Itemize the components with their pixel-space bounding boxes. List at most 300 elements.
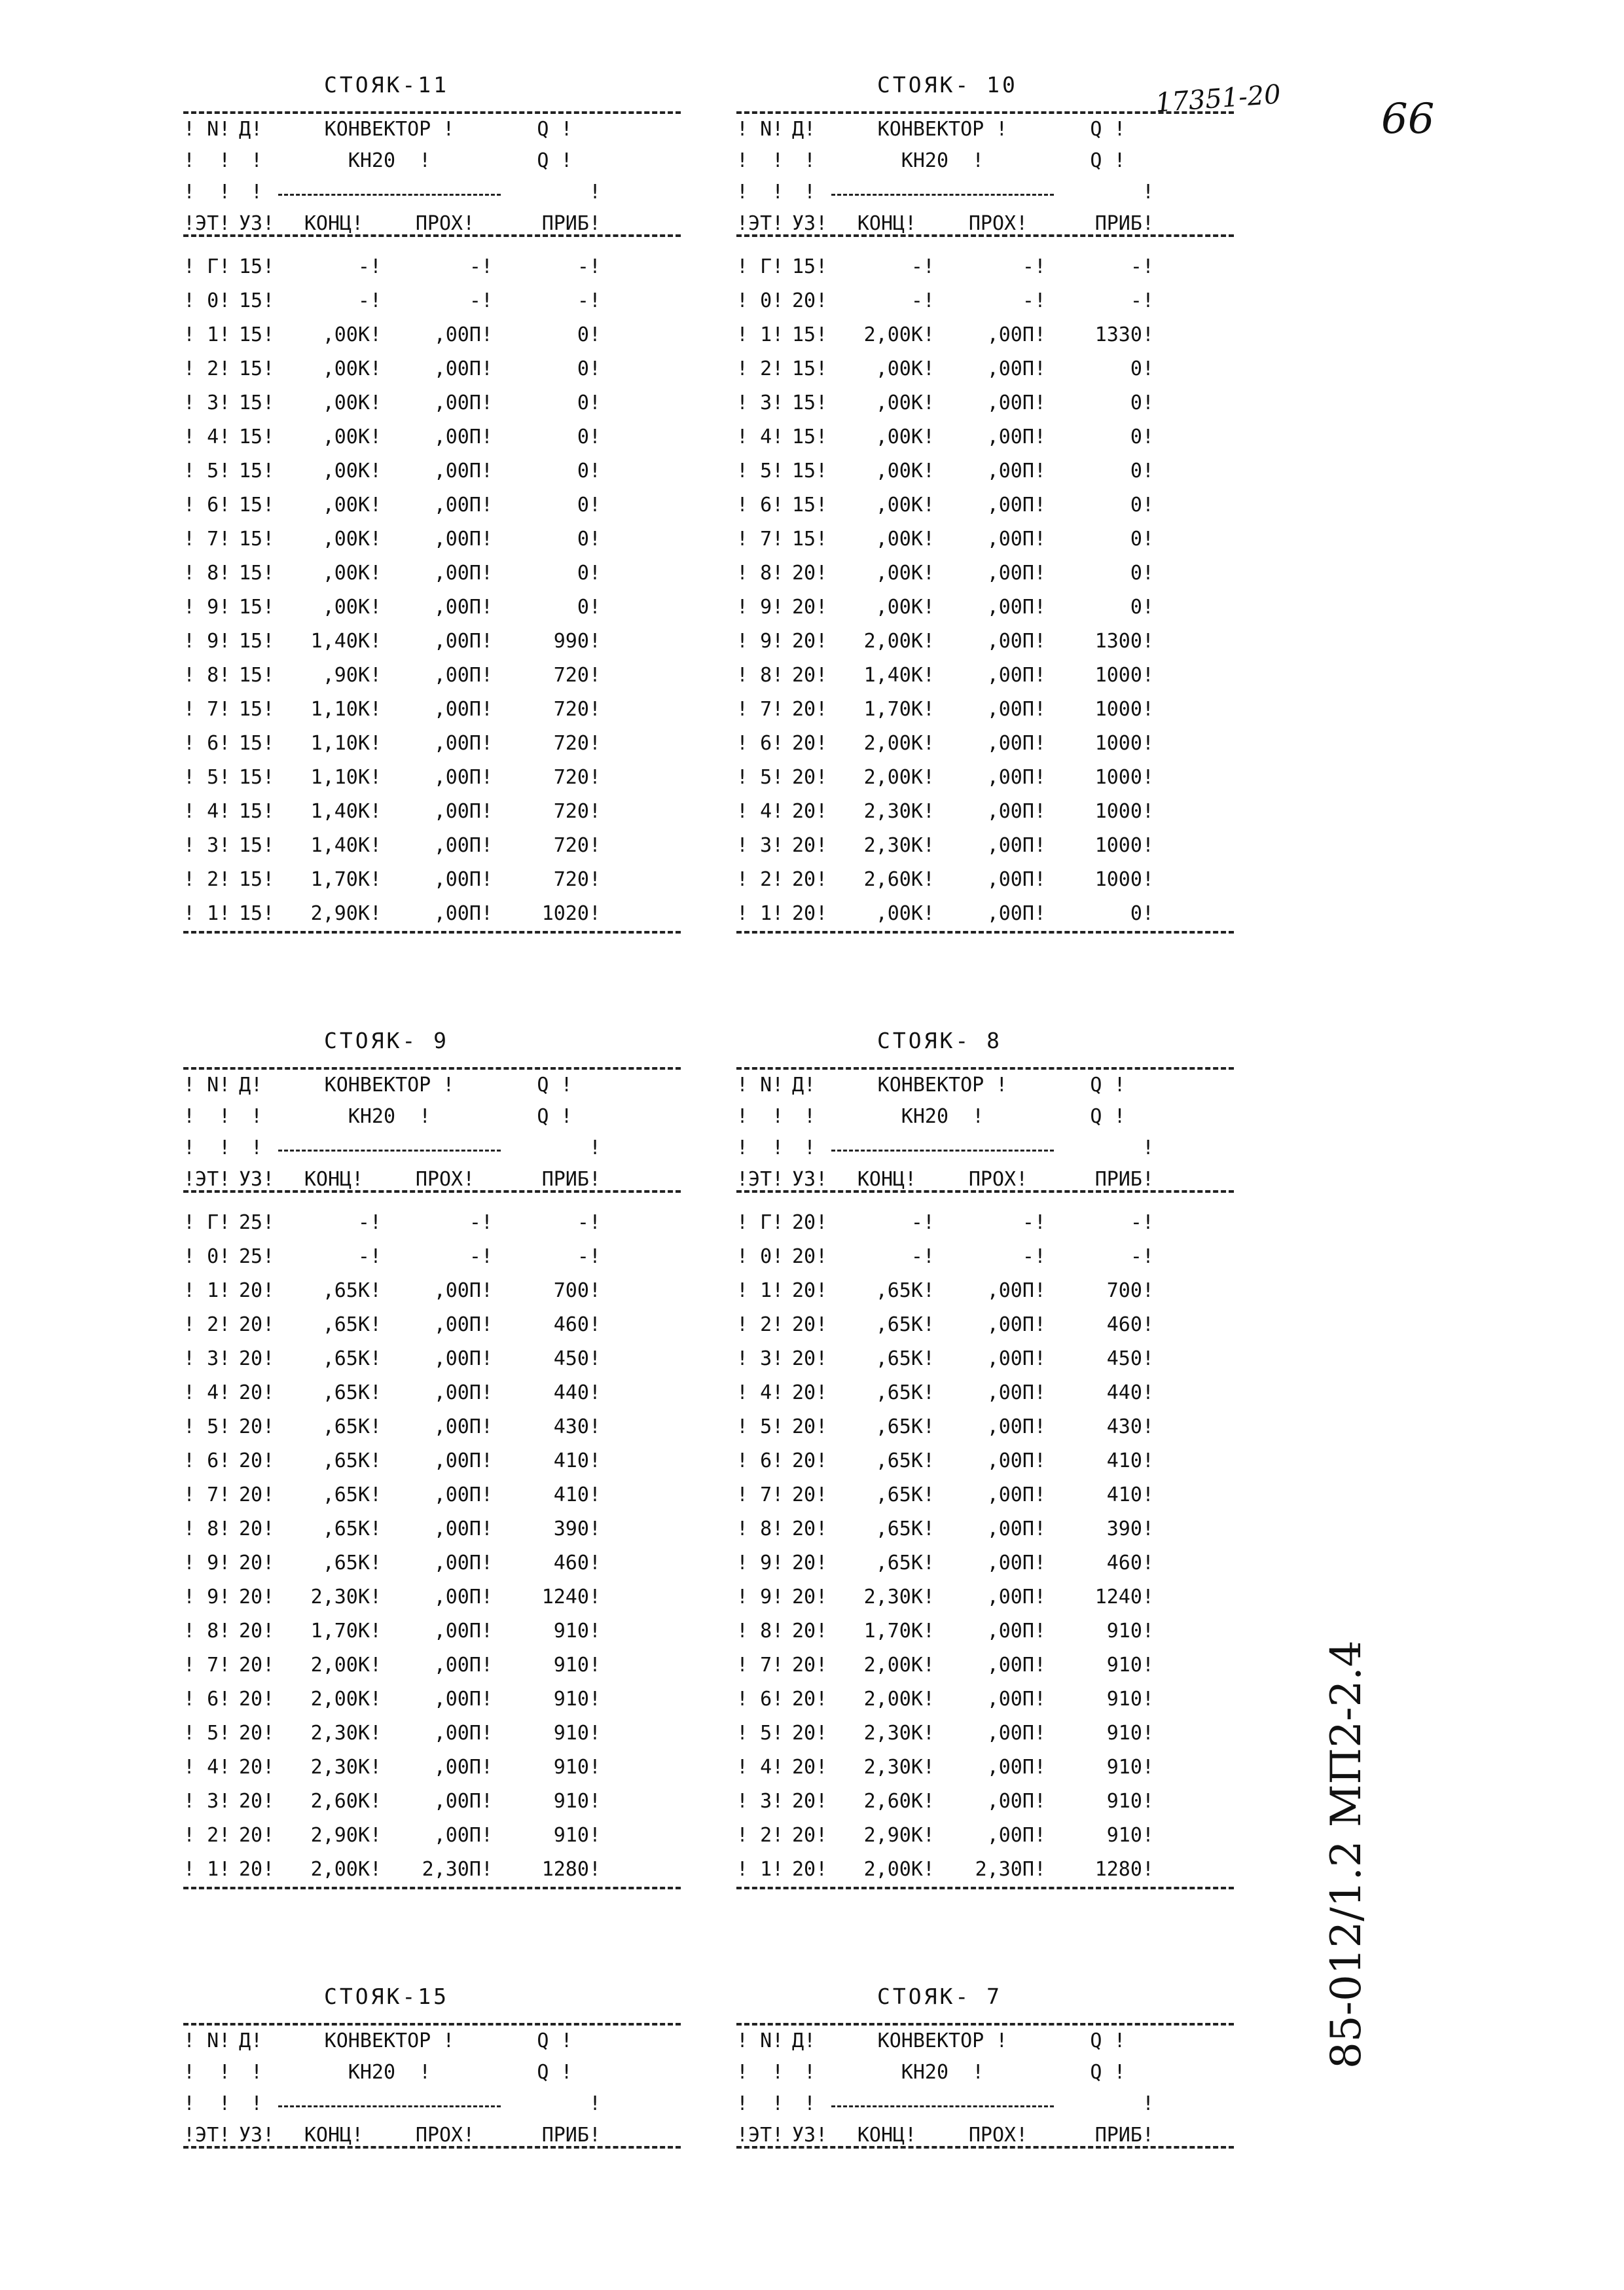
table-header — [736, 2023, 1234, 2149]
header-cell: ! N! — [736, 1074, 784, 1097]
header-cell: ! — [792, 2092, 816, 2115]
header-cell: Д! — [239, 1074, 263, 1097]
floor-cell: ! 6! — [183, 732, 231, 755]
convector-end-cell: ,00К! — [875, 426, 935, 448]
diameter-cell: 15! — [239, 391, 275, 414]
convector-end-cell: 2,00К! — [863, 630, 935, 653]
convector-end-cell: 2,30К! — [863, 800, 935, 823]
table-row — [183, 522, 681, 556]
diameter-cell: 20! — [792, 664, 828, 687]
table-row — [736, 1819, 1234, 1853]
diameter-cell: 15! — [239, 834, 275, 857]
header-cell: Q ! — [537, 2061, 573, 2084]
convector-pass-cell: ,00П! — [986, 323, 1046, 346]
diameter-cell: 20! — [239, 1756, 275, 1779]
table-row — [183, 1751, 681, 1785]
heat-load-cell: 1280! — [541, 1858, 601, 1881]
diameter-cell: 20! — [792, 1279, 828, 1302]
convector-end-cell: ,00К! — [322, 460, 382, 482]
floor-cell: ! 0! — [736, 289, 784, 312]
convector-pass-cell: ,00П! — [986, 1552, 1046, 1574]
diameter-cell: 20! — [239, 1790, 275, 1813]
diameter-cell: 15! — [239, 630, 275, 653]
convector-pass-cell: ,00П! — [433, 528, 493, 551]
table-row — [736, 1240, 1234, 1274]
convector-end-cell: ,65К! — [875, 1279, 935, 1302]
table-row — [183, 1342, 681, 1376]
heat-load-cell: 1000! — [1094, 698, 1154, 721]
heat-load-cell: -! — [1130, 1211, 1154, 1234]
header-cell: !ЭТ! — [736, 1168, 784, 1191]
convector-pass-cell: ,00П! — [986, 460, 1046, 482]
header-cell: Д! — [792, 1074, 816, 1097]
diameter-cell: 15! — [239, 868, 275, 891]
convector-pass-cell: ,00П! — [986, 1381, 1046, 1404]
floor-cell: ! 1! — [183, 323, 231, 346]
floor-cell: ! 3! — [183, 1790, 231, 1813]
convector-pass-cell: -! — [1022, 1211, 1046, 1234]
floor-cell: ! 7! — [736, 1654, 784, 1677]
table-row — [183, 386, 681, 420]
header-cell: ПРОХ! — [415, 212, 475, 235]
floor-cell: ! 7! — [183, 528, 231, 551]
diameter-cell: 15! — [239, 357, 275, 380]
diameter-cell: 15! — [239, 902, 275, 925]
table-header — [183, 111, 681, 237]
diameter-cell: 20! — [239, 1654, 275, 1677]
heat-load-cell: 0! — [577, 596, 601, 619]
table-row — [183, 659, 681, 693]
header-cell: Д! — [239, 2029, 263, 2052]
heat-load-cell: 0! — [577, 357, 601, 380]
convector-end-cell: ,00К! — [322, 562, 382, 585]
convector-pass-cell: ,00П! — [433, 1824, 493, 1847]
header-cell: Q ! — [1090, 2029, 1126, 2052]
floor-cell: ! 9! — [183, 630, 231, 653]
diameter-cell: 20! — [792, 1688, 828, 1711]
table-row — [183, 625, 681, 659]
floor-cell: ! 3! — [736, 391, 784, 414]
floor-cell: ! 7! — [183, 698, 231, 721]
diameter-cell: 15! — [792, 460, 828, 482]
convector-pass-cell: ,00П! — [433, 562, 493, 585]
header-cell: ПРИБ! — [541, 1168, 601, 1191]
convector-end-cell: ,65К! — [322, 1313, 382, 1336]
convector-end-cell: ,65К! — [875, 1415, 935, 1438]
convector-pass-cell: ,00П! — [433, 766, 493, 789]
header-cell: УЗ! — [239, 1168, 275, 1191]
header-cell: ! N! — [183, 1074, 231, 1097]
convector-pass-cell: ,00П! — [986, 1824, 1046, 1847]
convector-pass-cell: ,00П! — [433, 494, 493, 517]
convector-end-cell: 1,10К! — [310, 732, 382, 755]
table-row — [736, 284, 1234, 318]
floor-cell: ! 2! — [736, 868, 784, 891]
table-body — [183, 250, 681, 934]
table-row — [183, 1648, 681, 1682]
table-row — [183, 829, 681, 863]
heat-load-cell: 440! — [553, 1381, 601, 1404]
diameter-cell: 20! — [792, 1586, 828, 1608]
convector-pass-cell: ,00П! — [433, 357, 493, 380]
diameter-cell: 20! — [792, 1790, 828, 1813]
convector-end-cell: ,00К! — [322, 323, 382, 346]
doc-number-stamp: 17351-20 — [1154, 79, 1282, 118]
heat-load-cell: 0! — [1130, 391, 1154, 414]
diameter-cell: 20! — [239, 1824, 275, 1847]
heat-load-cell: 0! — [1130, 528, 1154, 551]
diameter-cell: 20! — [792, 630, 828, 653]
convector-end-cell: 2,00К! — [863, 1688, 935, 1711]
heat-load-cell: 700! — [1106, 1279, 1154, 1302]
heat-load-cell: 390! — [1106, 1518, 1154, 1540]
floor-cell: ! 1! — [183, 1279, 231, 1302]
header-cell: Q ! — [1090, 1074, 1126, 1097]
header-cell: ! N! — [736, 2029, 784, 2052]
heat-load-cell: 910! — [1106, 1654, 1154, 1677]
header-cell: УЗ! — [792, 2124, 828, 2147]
convector-end-cell: ,00К! — [875, 391, 935, 414]
floor-cell: ! 6! — [183, 1688, 231, 1711]
diameter-cell: 20! — [792, 1415, 828, 1438]
convector-end-cell: ,65К! — [322, 1518, 382, 1540]
heat-load-cell: -! — [577, 1211, 601, 1234]
convector-end-cell: ,00К! — [875, 596, 935, 619]
heat-load-cell: 910! — [553, 1654, 601, 1677]
header-cell: Q ! — [1090, 2061, 1126, 2084]
convector-end-cell: 1,70К! — [863, 1620, 935, 1643]
header-divider — [831, 194, 1054, 196]
floor-cell: ! 8! — [183, 1620, 231, 1643]
heat-load-cell: 410! — [1106, 1449, 1154, 1472]
floor-cell: ! 2! — [736, 1824, 784, 1847]
floor-cell: ! 8! — [183, 1518, 231, 1540]
heat-load-cell: 910! — [553, 1824, 601, 1847]
convector-pass-cell: ,00П! — [433, 902, 493, 925]
header-cell: УЗ! — [792, 212, 828, 235]
table-row — [183, 761, 681, 795]
header-cell: ! — [588, 1136, 601, 1159]
floor-cell: ! 4! — [183, 1756, 231, 1779]
heat-load-cell: 460! — [553, 1313, 601, 1336]
heat-load-cell: 1240! — [1094, 1586, 1154, 1608]
header-cell: КОНЦ! — [304, 2124, 364, 2147]
heat-load-cell: 450! — [1106, 1347, 1154, 1370]
table-row — [183, 1785, 681, 1819]
convector-end-cell: ,90К! — [322, 664, 382, 687]
table-row — [183, 1274, 681, 1308]
convector-pass-cell: -! — [469, 289, 493, 312]
convector-pass-cell: ,00П! — [986, 1654, 1046, 1677]
table-row — [736, 420, 1234, 454]
convector-pass-cell: ,00П! — [986, 868, 1046, 891]
table-row — [183, 318, 681, 352]
diameter-cell: 20! — [792, 902, 828, 925]
convector-end-cell: ,65К! — [875, 1518, 935, 1540]
header-cell: Д! — [792, 118, 816, 141]
table-row — [736, 1512, 1234, 1546]
heat-load-cell: 410! — [1106, 1483, 1154, 1506]
convector-end-cell: ,65К! — [322, 1552, 382, 1574]
convector-end-cell: ,00К! — [875, 357, 935, 380]
convector-pass-cell: ,00П! — [433, 1415, 493, 1438]
convector-end-cell: 1,40К! — [310, 800, 382, 823]
header-cell: КОНЦ! — [304, 1168, 364, 1191]
table-row — [183, 1444, 681, 1478]
floor-cell: ! 4! — [736, 1381, 784, 1404]
header-cell: Д! — [792, 2029, 816, 2052]
diameter-cell: 15! — [239, 528, 275, 551]
diameter-cell: 15! — [792, 391, 828, 414]
table-row — [183, 1376, 681, 1410]
convector-pass-cell: ,00П! — [986, 1790, 1046, 1813]
floor-cell: ! 9! — [736, 630, 784, 653]
convector-end-cell: 2,00К! — [310, 1858, 382, 1881]
heat-load-cell: 1000! — [1094, 766, 1154, 789]
header-cell: КН20 ! — [901, 1105, 984, 1128]
convector-end-cell: 2,00К! — [310, 1654, 382, 1677]
convector-pass-cell: ,00П! — [433, 1688, 493, 1711]
convector-end-cell: ,65К! — [322, 1347, 382, 1370]
header-cell: ! — [588, 181, 601, 204]
table-row — [736, 795, 1234, 829]
table-row — [183, 591, 681, 625]
header-cell: !ЭТ! — [736, 2124, 784, 2147]
diameter-cell: 15! — [239, 800, 275, 823]
header-cell: ! ! — [183, 2061, 231, 2084]
heat-load-cell: 910! — [553, 1722, 601, 1745]
table-row — [736, 591, 1234, 625]
floor-cell: ! 3! — [736, 834, 784, 857]
diameter-cell: 20! — [792, 1381, 828, 1404]
diameter-cell: 20! — [239, 1415, 275, 1438]
heat-load-cell: 390! — [553, 1518, 601, 1540]
convector-pass-cell: ,00П! — [986, 1279, 1046, 1302]
convector-pass-cell: ,00П! — [986, 1722, 1046, 1745]
diameter-cell: 20! — [239, 1518, 275, 1540]
heat-load-cell: 0! — [577, 528, 601, 551]
table-row — [183, 420, 681, 454]
heat-load-cell: 1000! — [1094, 834, 1154, 857]
table-row — [736, 761, 1234, 795]
header-cell: ! ! — [183, 181, 231, 204]
table-row — [736, 1444, 1234, 1478]
diameter-cell: 20! — [792, 1245, 828, 1268]
table-row — [183, 795, 681, 829]
header-cell: ! ! — [736, 2092, 784, 2115]
convector-end-cell: 2,90К! — [310, 902, 382, 925]
heat-load-cell: 910! — [553, 1688, 601, 1711]
table-row — [183, 1717, 681, 1751]
diameter-cell: 20! — [239, 1858, 275, 1881]
floor-cell: ! 9! — [736, 596, 784, 619]
convector-pass-cell: ,00П! — [986, 1518, 1046, 1540]
table-row — [183, 1512, 681, 1546]
convector-pass-cell: -! — [1022, 1245, 1046, 1268]
convector-end-cell: ,00К! — [875, 902, 935, 925]
table-row — [736, 1853, 1234, 1887]
diameter-cell: 15! — [239, 494, 275, 517]
riser-title: СТОЯК- 7 — [877, 1984, 1002, 2009]
header-cell: ПРОХ! — [415, 1168, 475, 1191]
header-cell: КН20 ! — [348, 149, 431, 172]
floor-cell: ! Г! — [736, 1211, 784, 1234]
table-row — [183, 352, 681, 386]
header-cell: ! — [239, 1136, 263, 1159]
header-cell: КОНВЕКТОР ! — [877, 1074, 1008, 1097]
diameter-cell: 20! — [239, 1620, 275, 1643]
convector-end-cell: ,00К! — [875, 494, 935, 517]
floor-cell: ! 1! — [736, 902, 784, 925]
heat-load-cell: 410! — [553, 1483, 601, 1506]
header-cell: УЗ! — [239, 2124, 275, 2147]
convector-pass-cell: -! — [1022, 255, 1046, 278]
table-row — [736, 1410, 1234, 1444]
heat-load-cell: 910! — [553, 1756, 601, 1779]
header-cell: ПРОХ! — [968, 2124, 1028, 2147]
convector-pass-cell: 2,30П! — [975, 1858, 1046, 1881]
floor-cell: ! 5! — [736, 460, 784, 482]
header-cell: Q ! — [1090, 118, 1126, 141]
table-row — [736, 386, 1234, 420]
diameter-cell: 20! — [792, 1211, 828, 1234]
heat-load-cell: 0! — [577, 562, 601, 585]
convector-end-cell: 2,60К! — [863, 1790, 935, 1813]
heat-load-cell: 0! — [1130, 902, 1154, 925]
convector-end-cell: ,65К! — [875, 1483, 935, 1506]
header-cell: ! ! — [736, 149, 784, 172]
floor-cell: ! 6! — [183, 1449, 231, 1472]
heat-load-cell: -! — [577, 255, 601, 278]
table-body — [736, 250, 1234, 934]
heat-load-cell: 720! — [553, 868, 601, 891]
heat-load-cell: 0! — [577, 391, 601, 414]
diameter-cell: 15! — [239, 255, 275, 278]
floor-cell: ! 8! — [736, 1620, 784, 1643]
convector-pass-cell: ,00П! — [986, 630, 1046, 653]
header-cell: КН20 ! — [901, 149, 984, 172]
diameter-cell: 20! — [792, 732, 828, 755]
floor-cell: ! 5! — [183, 1415, 231, 1438]
convector-pass-cell: ,00П! — [433, 1347, 493, 1370]
diameter-cell: 20! — [792, 1518, 828, 1540]
table-row — [183, 1410, 681, 1444]
heat-load-cell: 460! — [553, 1552, 601, 1574]
table-row — [183, 1546, 681, 1580]
convector-end-cell: 1,70К! — [863, 698, 935, 721]
header-cell: Q ! — [537, 1074, 573, 1097]
floor-cell: ! 2! — [183, 1313, 231, 1336]
floor-cell: ! 2! — [183, 1824, 231, 1847]
convector-end-cell: 2,30К! — [310, 1586, 382, 1608]
table-row — [736, 1751, 1234, 1785]
table-row — [183, 1819, 681, 1853]
table-row — [183, 863, 681, 897]
header-cell: КОНЦ! — [857, 212, 917, 235]
convector-pass-cell: -! — [1022, 289, 1046, 312]
convector-pass-cell: ,00П! — [986, 1449, 1046, 1472]
floor-cell: ! 8! — [736, 562, 784, 585]
convector-end-cell: -! — [357, 1211, 382, 1234]
floor-cell: ! 7! — [736, 1483, 784, 1506]
convector-pass-cell: ,00П! — [986, 766, 1046, 789]
diameter-cell: 15! — [239, 426, 275, 448]
diameter-cell: 15! — [792, 323, 828, 346]
floor-cell: ! 9! — [183, 596, 231, 619]
header-cell: ! — [1142, 1136, 1154, 1159]
convector-end-cell: ,65К! — [322, 1449, 382, 1472]
convector-pass-cell: ,00П! — [433, 732, 493, 755]
convector-end-cell: 1,70К! — [310, 1620, 382, 1643]
header-cell: ! — [239, 2092, 263, 2115]
convector-pass-cell: ,00П! — [433, 1790, 493, 1813]
table-row — [183, 556, 681, 591]
convector-pass-cell: ,00П! — [433, 1279, 493, 1302]
convector-end-cell: ,00К! — [322, 426, 382, 448]
table-row — [183, 1682, 681, 1717]
table-row — [736, 250, 1234, 284]
heat-load-cell: 990! — [553, 630, 601, 653]
floor-cell: ! 8! — [183, 664, 231, 687]
convector-end-cell: 2,30К! — [863, 1756, 935, 1779]
heat-load-cell: 720! — [553, 698, 601, 721]
convector-pass-cell: ,00П! — [986, 357, 1046, 380]
header-cell: !ЭТ! — [183, 212, 231, 235]
header-cell: ! ! — [736, 181, 784, 204]
heat-load-cell: 720! — [553, 834, 601, 857]
floor-cell: ! 7! — [183, 1483, 231, 1506]
convector-end-cell: ,65К! — [875, 1313, 935, 1336]
floor-cell: ! 2! — [736, 1313, 784, 1336]
floor-cell: ! 1! — [183, 1858, 231, 1881]
convector-end-cell: 2,00К! — [863, 1654, 935, 1677]
table-row — [736, 556, 1234, 591]
convector-pass-cell: ,00П! — [433, 1620, 493, 1643]
header-cell: ! ! — [736, 1105, 784, 1128]
convector-pass-cell: ,00П! — [433, 1722, 493, 1745]
convector-end-cell: ,00К! — [875, 460, 935, 482]
floor-cell: ! 9! — [183, 1586, 231, 1608]
floor-cell: ! 3! — [183, 1347, 231, 1370]
header-cell: ПРИБ! — [541, 2124, 601, 2147]
diameter-cell: 25! — [239, 1245, 275, 1268]
convector-pass-cell: ,00П! — [986, 698, 1046, 721]
diameter-cell: 15! — [239, 732, 275, 755]
header-divider — [278, 1150, 501, 1152]
convector-end-cell: ,00К! — [322, 391, 382, 414]
heat-load-cell: 910! — [1106, 1824, 1154, 1847]
convector-pass-cell: ,00П! — [433, 1756, 493, 1779]
convector-end-cell: 1,10К! — [310, 766, 382, 789]
convector-pass-cell: ,00П! — [986, 562, 1046, 585]
convector-pass-cell: ,00П! — [986, 834, 1046, 857]
convector-pass-cell: -! — [469, 255, 493, 278]
convector-pass-cell: ,00П! — [986, 528, 1046, 551]
header-cell: Q ! — [1090, 149, 1126, 172]
convector-pass-cell: -! — [469, 1245, 493, 1268]
diameter-cell: 20! — [239, 1552, 275, 1574]
heat-load-cell: 720! — [553, 664, 601, 687]
convector-end-cell: ,65К! — [322, 1381, 382, 1404]
convector-end-cell: 2,90К! — [310, 1824, 382, 1847]
convector-pass-cell: ,00П! — [433, 426, 493, 448]
table-row — [736, 488, 1234, 522]
floor-cell: ! 5! — [183, 1722, 231, 1745]
header-cell: Q ! — [537, 2029, 573, 2052]
convector-pass-cell: ,00П! — [433, 391, 493, 414]
convector-pass-cell: ,00П! — [986, 391, 1046, 414]
header-cell: КОНЦ! — [857, 2124, 917, 2147]
